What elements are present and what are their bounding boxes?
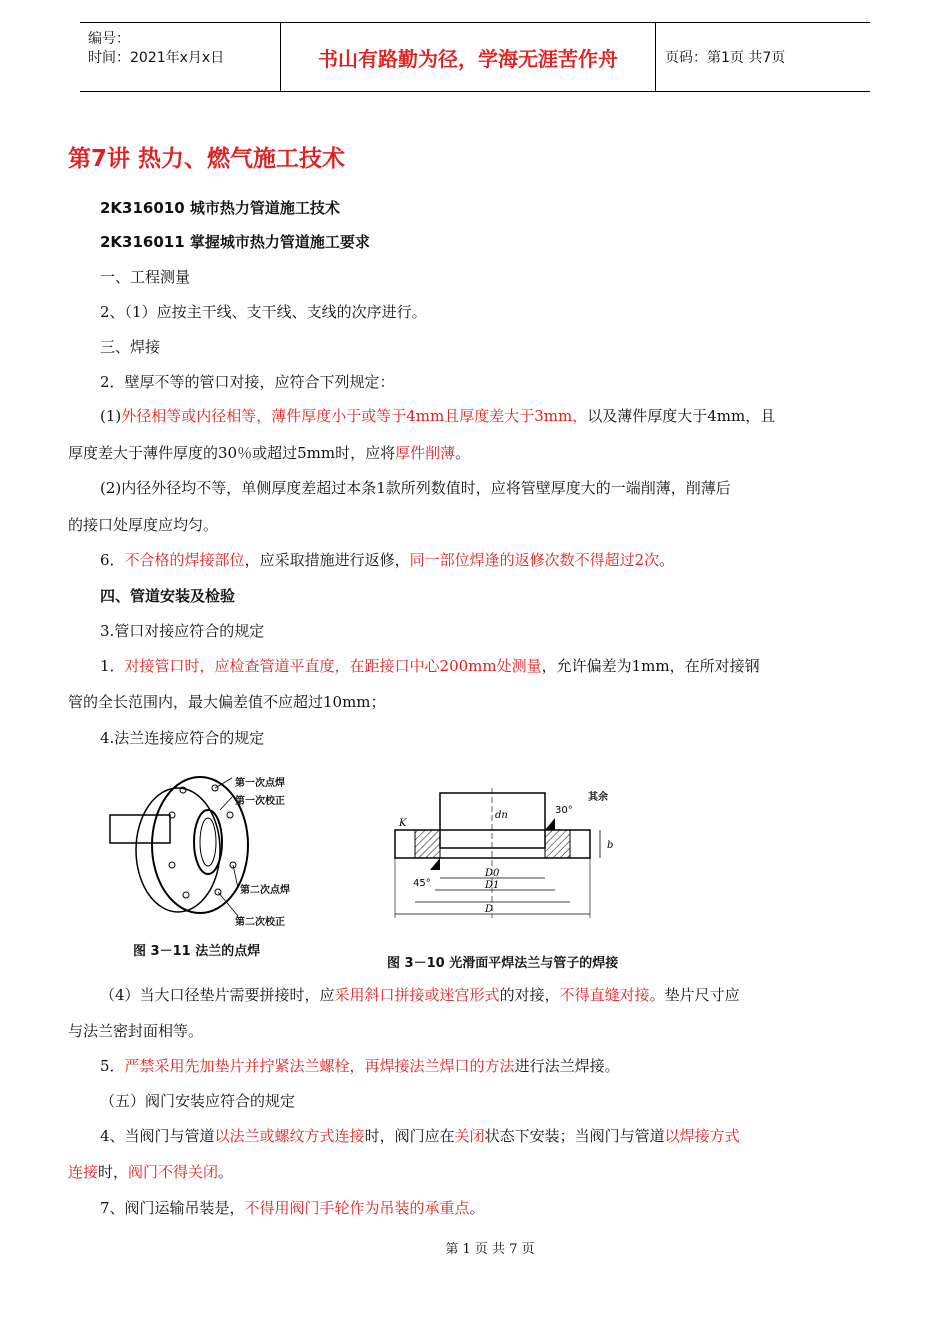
paragraph: 4.法兰连接应符合的规定 [100,729,265,747]
figure-label: b [607,840,614,851]
paragraph: 与法兰密封面相等。 [68,1022,204,1040]
paragraph: （五）阀门安装应符合的规定 [100,1092,296,1110]
paragraph: (1)外径相等或内径相等，薄件厚度小于或等于4mm且厚度差大于3mm，以及薄件厚度大于4mm，且 [100,407,776,425]
figure-label: 第二次点焊 [240,885,290,896]
figure-label: K [399,818,407,829]
figure-label: dn [495,810,508,821]
paragraph: 6．不合格的焊接部位，应采取措施进行返修，同一部位焊逢的返修次数不得超过2次。 [100,551,675,569]
header-page-info: 页码：第1页 共7页 [665,50,786,66]
figure-label: D [485,904,494,915]
figure-label: 第一次校正 [235,796,285,807]
section-code-2: 2K316011 掌握城市热力管道施工要求 [100,233,370,251]
number-label: 编号： [88,31,130,47]
section-heading: 四、管道安装及检验 [100,587,236,605]
paragraph: （4）当大口径垫片需要拼接时，应采用斜口拼接或迷宫形式的对接，不得直缝对接。垫片尺寸应 [100,986,740,1004]
header-meta [80,23,280,91]
figure-label: 第一次点焊 [235,778,285,789]
page-header [80,22,870,92]
paragraph: 1．对接管口时，应检查管道平直度，在距接口中心200mm处测量，允许偏差为1mm，在所对接钢 [100,657,760,675]
figure-label: 45° [413,878,431,889]
figure-caption: 图 3－10 光滑面平焊法兰与管子的焊接 [387,956,619,971]
figure-label: 其余 [588,792,608,803]
paragraph: 连接时，阀门不得关闭。 [68,1163,234,1181]
paragraph: 厚度差大于薄件厚度的30％或超过5mm时，应将厚件削薄。 [68,444,471,462]
paragraph: 2、（1）应按主干线、支干线、支线的次序进行。 [100,303,427,321]
paragraph: 7、阀门运输吊装是，不得用阀门手轮作为吊装的承重点。 [100,1199,485,1217]
paragraph: 3.管口对接应符合的规定 [100,622,265,640]
time-label: 时间：2021年x月x日 [88,50,225,66]
figure-label: 第二次校正 [235,917,285,928]
paragraph: 4、当阀门与管道以法兰或螺纹方式连接时，阀门应在关闭状态下安装；当阀门与管道以焊接方式 [100,1127,740,1145]
paragraph: 一、工程测量 [100,268,191,286]
paragraph: 三、焊接 [100,338,161,356]
figure-label: 30° [555,805,573,816]
page-title: 第7讲 热力、燃气施工技术 [68,146,346,172]
paragraph: 的接口处厚度应均匀。 [68,516,219,534]
header-motto: 书山有路勤为径，学海无涯苦作舟 [280,23,656,91]
paragraph: 管的全长范围内，最大偏差值不应超过10mm； [68,693,386,711]
figure-label: D0 [485,868,500,879]
section-code-1: 2K316010 城市热力管道施工技术 [100,199,340,217]
flange-spot-weld-figure [100,770,320,920]
figure-caption: 图 3－11 法兰的点焊 [133,944,261,959]
page-footer: 第 1 页 共 7 页 [445,1242,535,1257]
figure-label: D1 [485,880,500,891]
paragraph: (2)内径外径均不等，单侧厚度差超过本条1款所列数值时，应将管壁厚度大的一端削薄，削薄后 [100,479,731,497]
paragraph: 5．严禁采用先加垫片并拧紧法兰螺栓，再焊接法兰焊口的方法进行法兰焊接。 [100,1057,620,1075]
paragraph: 2．壁厚不等的管口对接，应符合下列规定： [100,373,395,391]
